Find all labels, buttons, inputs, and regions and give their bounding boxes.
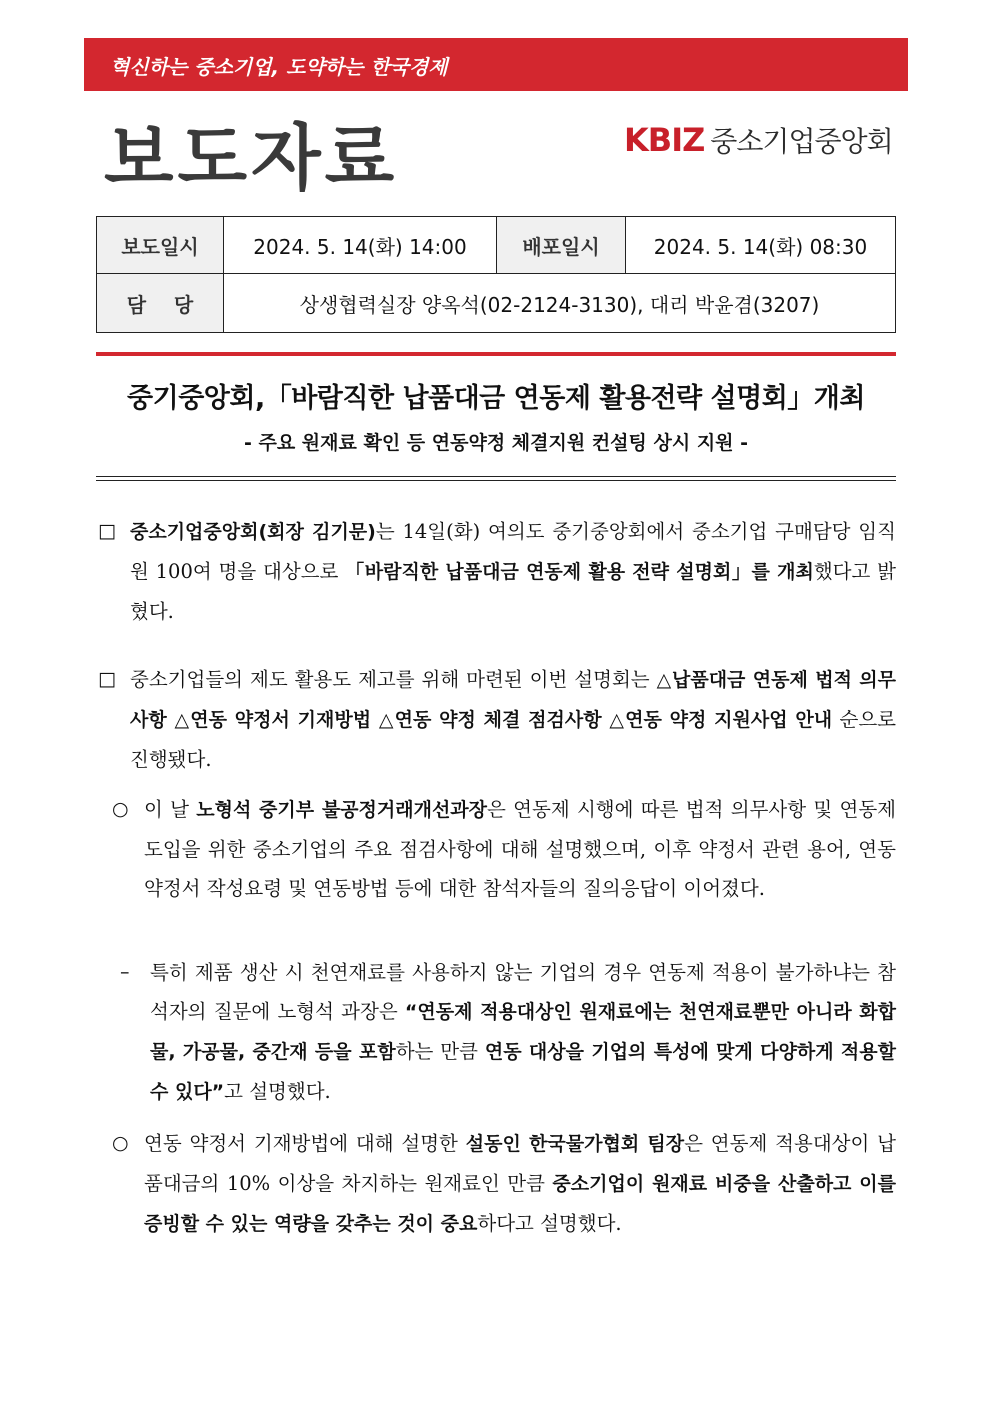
distribution-date-value: 2024. 5. 14(화) 08:30 [626,217,896,274]
banner-slogan: 혁신하는 중소기업, 도약하는 한국경제 [110,55,448,79]
p3-text-2: 은 연동제 시행에 따른 법적 의무사항 및 연동제 도입을 위한 중소기업의 주요 점검사항에 대해 설명했으며, 이후 약정서 관련 용어, 연동약정서 작성요령 및 연동방법 등에 대한 참석자들의 질의응답이 이어졌다. [144,798,897,900]
kbiz-logo [624,118,893,162]
paragraph-1 [130,512,896,631]
circle-bullet-2: ○ [112,1132,129,1154]
dash-bullet-1: – [120,961,130,983]
paragraph-2 [130,660,896,779]
circle-bullet-1: ○ [112,798,129,820]
p3-text-1: 이 날 [144,798,197,821]
p4-text-2: 하는 만큼 [395,1040,485,1063]
p4-text-3: 고 설명했다. [224,1080,331,1103]
p2-text-1: 중소기업들의 제도 활용도 제고를 위해 마련된 이번 설명회는 [130,668,657,691]
logo-name: 중소기업중앙회 [710,125,893,158]
p5-text-2: 은 연동제 적용대상이 납품대금의 10% 이상을 차지하는 원재료인 만큼 [144,1132,897,1195]
p1-bold-1: 중소기업중앙회(회장 김기문) [130,521,376,543]
p2-bold-1: △납품대금 연동제 법적 의무사항 △연동 약정서 기재방법 △연동 약정 체결 점검사항 △연동 약정 지원사업 안내 [130,669,897,731]
release-date-label: 보도일시 [97,217,224,274]
headline: 중기중앙회,「바람직한 납품대금 연동제 활용전략 설명회」개최 [127,383,865,414]
contact-label: 담 당 [97,274,224,333]
p1-bold-2: 「바람직한 납품대금 연동제 활용 전략 설명회」를 개최 [345,561,814,583]
p5-bold-2: 중소기업이 원재료 비중을 산출하고 이를 증빙할 수 있는 역량을 갖추는 것이 중요 [144,1173,896,1235]
p3-bold-1: 노형석 중기부 불공정거래개선과장 [196,799,488,821]
square-bullet-2: □ [98,668,116,690]
p4-bold-2: 연동 대상을 기업의 특성에 맞게 다양하게 적용할 수 있다” [150,1041,896,1103]
release-info-table [96,216,896,333]
p5-text-3: 하다고 설명했다. [477,1212,622,1235]
distribution-date-label: 배포일시 [497,217,626,274]
red-divider [96,352,896,356]
p5-text-1: 연동 약정서 기재방법에 대해 설명한 [144,1132,466,1155]
subheadline: - 주요 원재료 확인 등 연동약정 체결지원 컨설팅 상시 지원 - [243,432,749,454]
square-bullet-1: □ [98,520,116,542]
logo-mark: KBIZ [624,121,705,159]
paragraph-3 [144,790,896,908]
p5-bold-1: 설동인 한국물가협회 팀장 [465,1133,685,1155]
release-date-value: 2024. 5. 14(화) 14:00 [224,217,497,274]
document-title: 보도자료 [104,116,399,200]
contact-value: 상생협력실장 양옥석(02-2124-3130), 대리 박윤겸(3207) [224,274,896,333]
p1-text-2: 했다고 밝혔다. [130,560,897,623]
p4-bold-1: “연동제 적용대상인 원재료에는 천연재료뿐만 아니라 화합물, 가공물, 중간재 등을 포함 [150,1001,897,1063]
double-divider-bottom [96,480,896,481]
paragraph-5 [144,1124,896,1244]
paragraph-4 [150,953,896,1112]
p4-text-1: 특히 제품 생산 시 천연재료를 사용하지 않는 기업의 경우 연동제 적용이 불가하냐는 참석자의 질문에 노형석 과장은 [150,961,896,1023]
header-banner [84,38,908,91]
p1-text-1: 는 14일(화) 여의도 중기중앙회에서 중소기업 구매담당 임직원 100여 명을 대상으로 [130,520,896,583]
p2-text-2: 순으로 진행됐다. [130,708,896,771]
double-divider-top [96,476,896,477]
